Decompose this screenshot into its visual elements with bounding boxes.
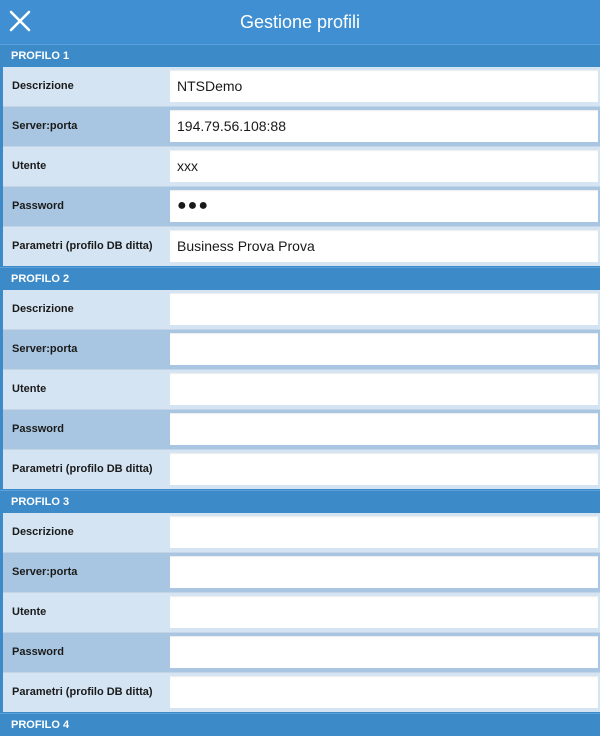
server-label: Server:porta — [12, 120, 78, 132]
utente-label: Utente — [12, 606, 47, 618]
server-label: Server:porta — [12, 343, 78, 355]
server-label: Server:porta — [12, 566, 78, 578]
profile-2-descrizione-row — [3, 290, 600, 330]
profile-2-parametri-row — [3, 450, 600, 490]
password-label: Password — [12, 423, 64, 435]
profile-3-server-row — [3, 553, 600, 593]
profile-3-parametri-row — [3, 673, 600, 713]
descrizione-label: Descrizione — [12, 80, 74, 92]
profile-2-password-row — [3, 410, 600, 450]
profile-1-password-row — [3, 187, 600, 227]
profile-1-utente-row — [3, 147, 600, 187]
page-title: Gestione profili — [239, 12, 361, 32]
profile-2-parametri-field[interactable] — [170, 453, 598, 485]
profile-3-server-field[interactable] — [170, 556, 598, 588]
descrizione-label: Descrizione — [12, 303, 74, 315]
top-bar — [0, 0, 600, 45]
profile-4-header: PROFILO 4 — [0, 713, 600, 736]
profile-1-parametri-row — [3, 227, 600, 267]
profile-3-utente-field[interactable] — [170, 596, 598, 628]
descrizione-label: Descrizione — [12, 526, 74, 538]
profiles-list — [0, 44, 600, 736]
profile-3-descrizione-row — [3, 513, 600, 553]
profile-2-utente-row — [3, 370, 600, 410]
profile-3-password-row — [3, 633, 600, 673]
profile-1-descrizione-row — [3, 67, 600, 107]
profile-1-server-row — [3, 107, 600, 147]
profile-3-password-field[interactable] — [170, 636, 598, 668]
profile-2-server-row — [3, 330, 600, 370]
profile-2-utente-field[interactable] — [170, 373, 598, 405]
password-label: Password — [12, 646, 64, 658]
profile-3-header: PROFILO 3 — [0, 490, 600, 513]
profile-2-header: PROFILO 2 — [0, 267, 600, 290]
profile-2-password-field[interactable] — [170, 413, 598, 445]
parametri-label: Parametri (profilo DB ditta) — [12, 463, 153, 475]
profile-2-server-field[interactable] — [170, 333, 598, 365]
profile-1-header: PROFILO 1 — [0, 44, 600, 67]
profile-2-descrizione-field[interactable] — [170, 293, 598, 325]
parametri-label: Parametri (profilo DB ditta) — [12, 686, 153, 698]
utente-label: Utente — [12, 160, 47, 172]
utente-label: Utente — [12, 383, 47, 395]
profile-3-utente-row — [3, 593, 600, 633]
profile-1-utente-field[interactable]: xxx — [170, 150, 598, 182]
parametri-label: Parametri (profilo DB ditta) — [12, 240, 153, 252]
profile-1-parametri-field[interactable]: Business Prova Prova — [170, 230, 598, 262]
password-label: Password — [12, 200, 64, 212]
profile-1-descrizione-field[interactable]: NTSDemo — [170, 70, 598, 102]
profile-1-server-field[interactable]: 194.79.56.108:88 — [170, 110, 598, 142]
profile-3-parametri-field[interactable] — [170, 676, 598, 708]
profile-1-password-field[interactable]: ●●● — [170, 190, 598, 222]
profile-3-descrizione-field[interactable] — [170, 516, 598, 548]
